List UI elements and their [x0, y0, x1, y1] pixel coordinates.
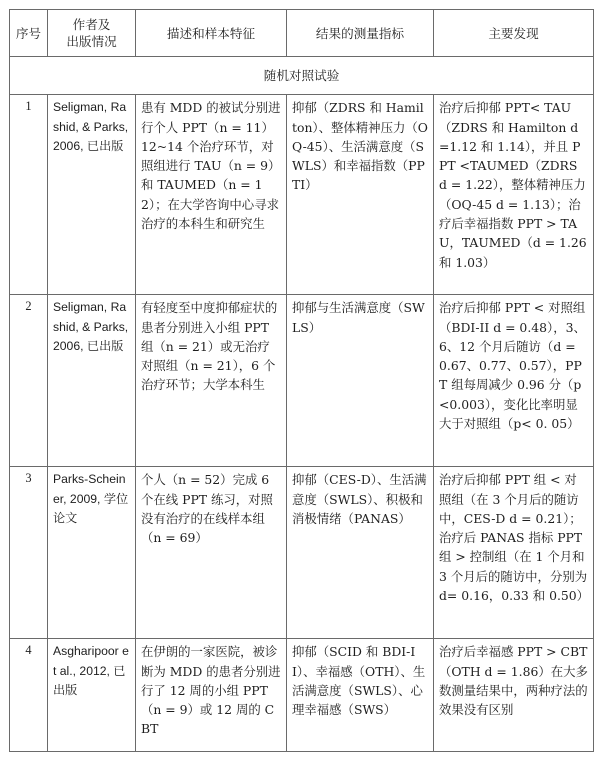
row-measures: 抑郁（CES-D）、生活满意度（SWLS）、积极和消极情绪（PANAS） [287, 467, 434, 639]
table-header-row [10, 10, 594, 57]
section-row [10, 57, 594, 95]
row-measures: 抑郁（ZDRS 和 Hamilton）、整体精神压力（OQ-45）、生活满意度（SWLS）和幸福指数（PPTI） [287, 95, 434, 295]
row-description: 在伊朗的一家医院，被诊断为 MDD 的患者分别进行了 12 周的小组 PPT（n = 9）或 12 周的 CBT [136, 639, 287, 752]
table-row [10, 467, 594, 639]
row-findings: 治疗后幸福感 PPT > CBT（OTH d = 1.86）在大多数测量结果中，两种疗法的效果没有区别 [434, 639, 594, 752]
row-description: 个人（n = 52）完成 6 个在线 PPT 练习，对照没有治疗的在线样本组（n = 69） [136, 467, 287, 639]
table-row [10, 639, 594, 752]
row-measures: 抑郁（SCID 和 BDI-II）、幸福感（OTH）、生活满意度（SWLS）、心理幸福感（SWS） [287, 639, 434, 752]
header-measures: 结果的测量指标 [287, 10, 434, 57]
row-number: 3 [10, 467, 48, 639]
row-number: 4 [10, 639, 48, 752]
row-description: 有轻度至中度抑郁症状的患者分别进入小组 PPT 组（n = 21）或无治疗对照组（n = 21），6 个治疗环节；大学本科生 [136, 295, 287, 467]
row-number: 2 [10, 295, 48, 467]
header-author-line2: 出版情况 [66, 34, 117, 49]
row-author: Seligman, Rashid, & Parks, 2006, 已出版 [48, 95, 136, 295]
header-findings: 主要发现 [434, 10, 594, 57]
section-title: 随机对照试验 [10, 57, 594, 95]
row-findings: 治疗后抑郁 PPT < 对照组（BDI-II d = 0.48），3、6、12 个月后随访（d = 0.67、0.77、0.57），PPT 组每周减少 0.96 分（p <0.003），变化比率明显大于对照组（p< 0. 05） [434, 295, 594, 467]
row-number: 1 [10, 95, 48, 295]
row-author: Asgharipoor et al., 2012, 已出版 [48, 639, 136, 752]
row-measures: 抑郁与生活满意度（SWLS） [287, 295, 434, 467]
header-description: 描述和样本特征 [136, 10, 287, 57]
row-description: 患有 MDD 的被试分别进行个人 PPT（n = 11）12~14 个治疗环节，对照组进行 TAU（n = 9）和 TAUMED（n = 12）；在大学咨询中心寻求治疗的本科生和研究生 [136, 95, 287, 295]
row-author: Seligman, Rashid, & Parks, 2006, 已出版 [48, 295, 136, 467]
header-author-line1: 作者及 [72, 17, 111, 32]
row-findings: 治疗后抑郁 PPT< TAU（ZDRS 和 Hamilton d =1.12 和 1.14），并且 PPT <TAUMED（ZDRS d = 1.22），整体精神压力（OQ-45 d = 1.13）；治疗后幸福指数 PPT > TAU，TAUMED（d = 1.26 和 1.03） [434, 95, 594, 295]
row-author: Parks-Scheiner, 2009, 学位论文 [48, 467, 136, 639]
header-no: 序号 [10, 10, 48, 57]
study-table [9, 9, 594, 752]
header-author [48, 10, 136, 57]
table-row [10, 295, 594, 467]
table-row [10, 95, 594, 295]
row-findings: 治疗后抑郁 PPT 组 < 对照组（在 3 个月后的随访中，CES-D d = 0.21）；治疗后 PANAS 指标 PPT 组 > 控制组（在 1 个月和 3 个月后的随访中，分别为 d= 0.16，0.33 和 0.50） [434, 467, 594, 639]
